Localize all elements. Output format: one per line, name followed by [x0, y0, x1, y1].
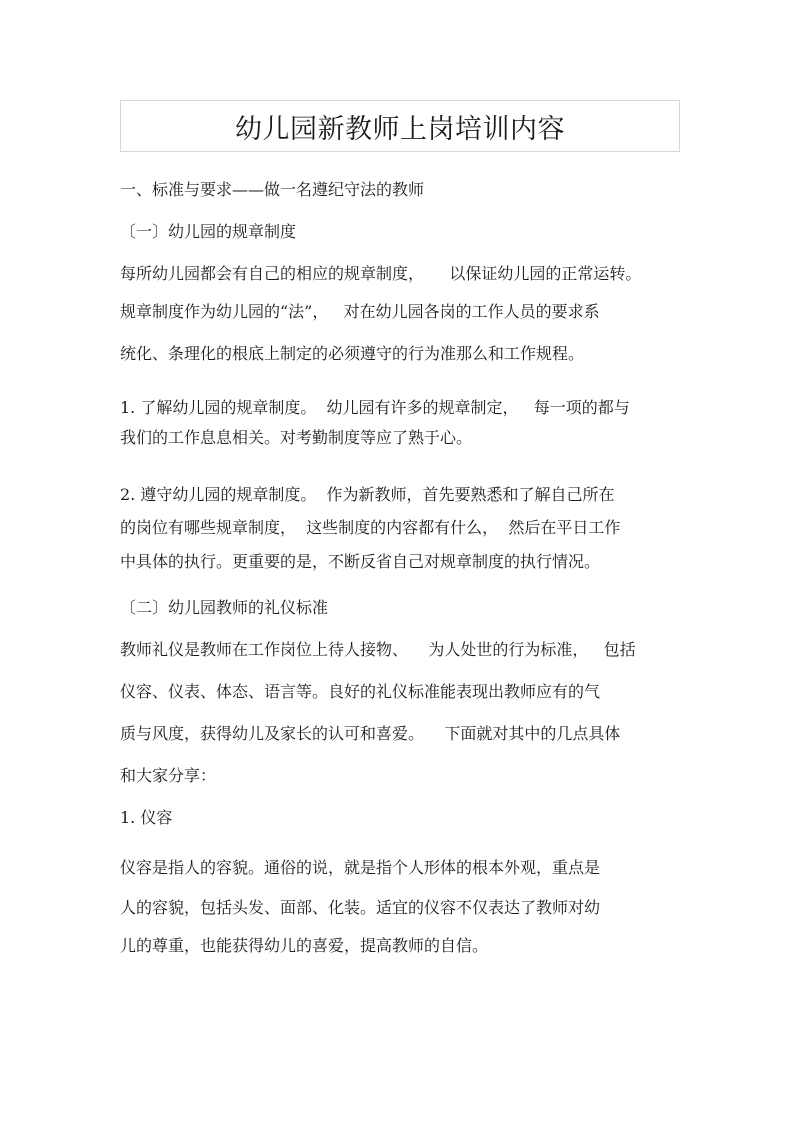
subsection-heading: 〔二〕幼儿园教师的礼仪标准 — [120, 598, 329, 617]
section-heading: 一、标准与要求——做一名遵纪守法的教师 — [120, 180, 425, 199]
paragraph-line: 儿的尊重，也能获得幼儿的喜爱，提高教师的自信。 — [120, 936, 489, 955]
title-box — [120, 100, 680, 152]
paragraph-line: 质与风度，获得幼儿及家长的认可和喜爱。 下面就对其中的几点具体 — [120, 724, 621, 743]
paragraph-line: 人的容貌，包括头发、面部、化装。适宜的仪容不仅表达了教师对幼 — [120, 898, 601, 917]
list-item-line: 我们的工作息息相关。对考勤制度等应了熟于心。 — [120, 428, 473, 447]
list-item-line: 的岗位有哪些规章制度， 这些制度的内容都有什么， 然后在平日工作 — [120, 518, 621, 537]
item-heading: 1. 仪容 — [120, 808, 173, 827]
document-title: 幼儿园新教师上岗培训内容 — [235, 113, 565, 145]
paragraph-line: 规章制度作为幼儿园的“法”， 对在幼儿园各岗的工作人员的要求系 — [120, 302, 600, 321]
paragraph-line: 仪容是指人的容貌。通俗的说，就是指个人形体的根本外观，重点是 — [120, 858, 601, 877]
paragraph-line: 仪容、仪表、体态、语言等。良好的礼仪标准能表现出教师应有的气 — [120, 682, 601, 701]
paragraph-line: 每所幼儿园都会有自己的相应的规章制度， 以保证幼儿园的正常运转。 — [120, 264, 642, 283]
paragraph-line: 教师礼仪是教师在工作岗位上待人接物、 为人处世的行为标准， 包括 — [120, 640, 636, 659]
list-item-line: 中具体的执行。更重要的是，不断反省自己对规章制度的执行情况。 — [120, 552, 601, 571]
paragraph-line: 和大家分享： — [120, 766, 217, 785]
list-item-line: 2. 遵守幼儿园的规章制度。 作为新教师，首先要熟悉和了解自己所在 — [120, 485, 615, 504]
paragraph-line: 统化、条理化的根底上制定的必须遵守的行为准那么和工作规程。 — [120, 344, 585, 363]
list-item-line: 1. 了解幼儿园的规章制度。 幼儿园有许多的规章制定， 每一项的都与 — [120, 398, 630, 417]
subsection-heading: 〔一〕幼儿园的规章制度 — [120, 222, 297, 241]
